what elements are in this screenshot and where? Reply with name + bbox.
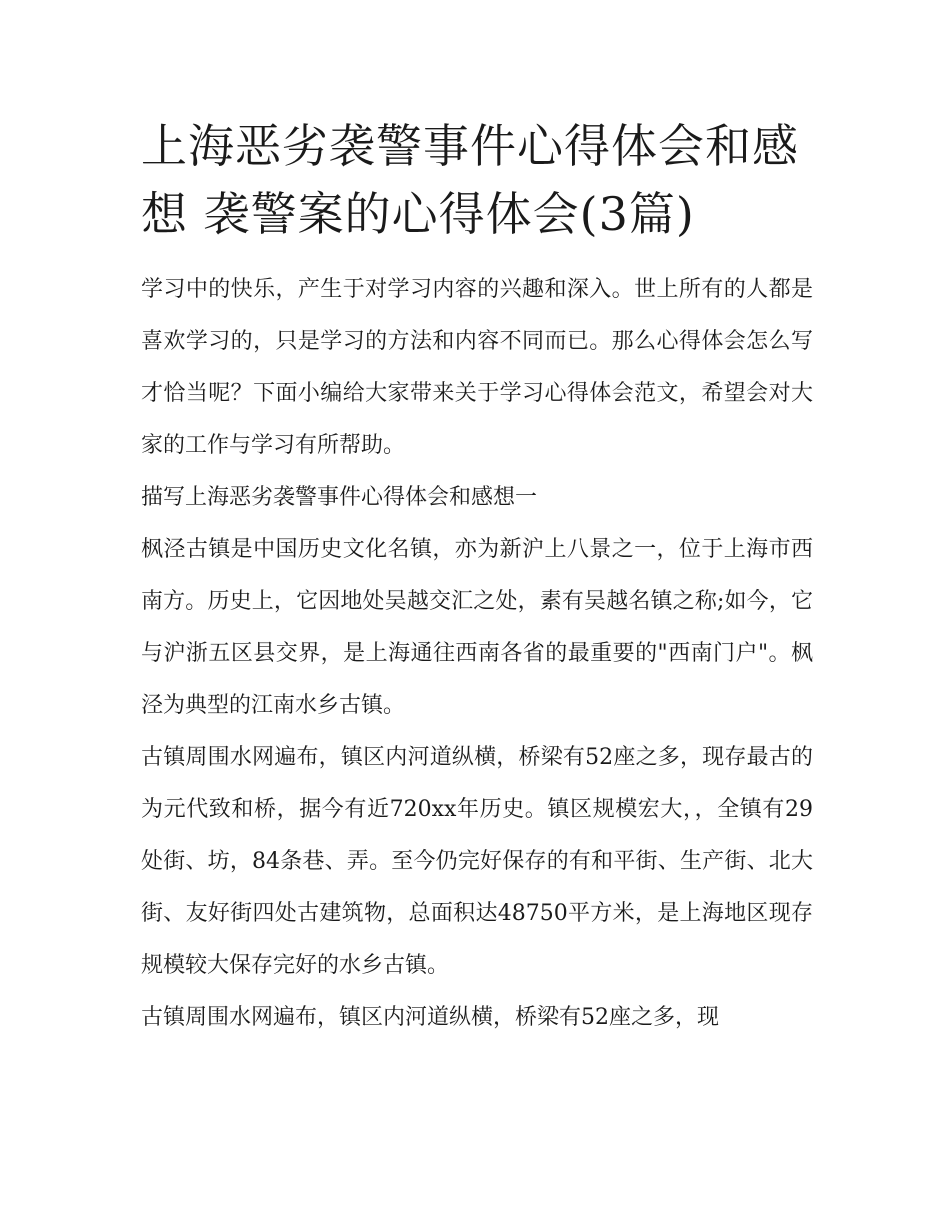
document-title: 上海恶劣袭警事件心得体会和感想 袭警案的心得体会(3篇)	[141, 119, 799, 241]
paragraph-waterways-repeat: 古镇周围水网遍布，镇区内河道纵横，桥梁有52座之多，现	[141, 1005, 719, 1030]
document-page	[141, 112, 813, 1044]
paragraph-heading-one: 描写上海恶劣袭警事件心得体会和感想一	[141, 485, 538, 510]
paragraph-fengjing: 枫泾古镇是中国历史文化名镇，亦为新沪上八景之一，位于上海市西南方。历史上，它因地处吴越交汇之处，素有吴越名镇之称;如今，它与沪浙五区县交界，是上海通往西南各省的最重要的"西南门户"。枫泾为典型的江南水乡古镇。	[141, 537, 813, 718]
paragraph-intro: 学习中的快乐，产生于对学习内容的兴趣和深入。世上所有的人都是喜欢学习的，只是学习的方法和内容不同而已。那么心得体会怎么写才恰当呢？下面小编给大家带来关于学习心得体会范文，希望会对大家的工作与学习有所帮助。	[141, 277, 813, 458]
paragraph-waterways: 古镇周围水网遍布，镇区内河道纵横，桥梁有52座之多，现存最古的为元代致和桥，据今有近720xx年历史。镇区规模宏大，，全镇有29处街、坊，84条巷、弄。至今仍完好保存的有和平街、生产街、北大街、友好街四处古建筑物，总面积达48750平方米，是上海地区现存规模较大保存完好的水乡古镇。	[141, 745, 813, 978]
